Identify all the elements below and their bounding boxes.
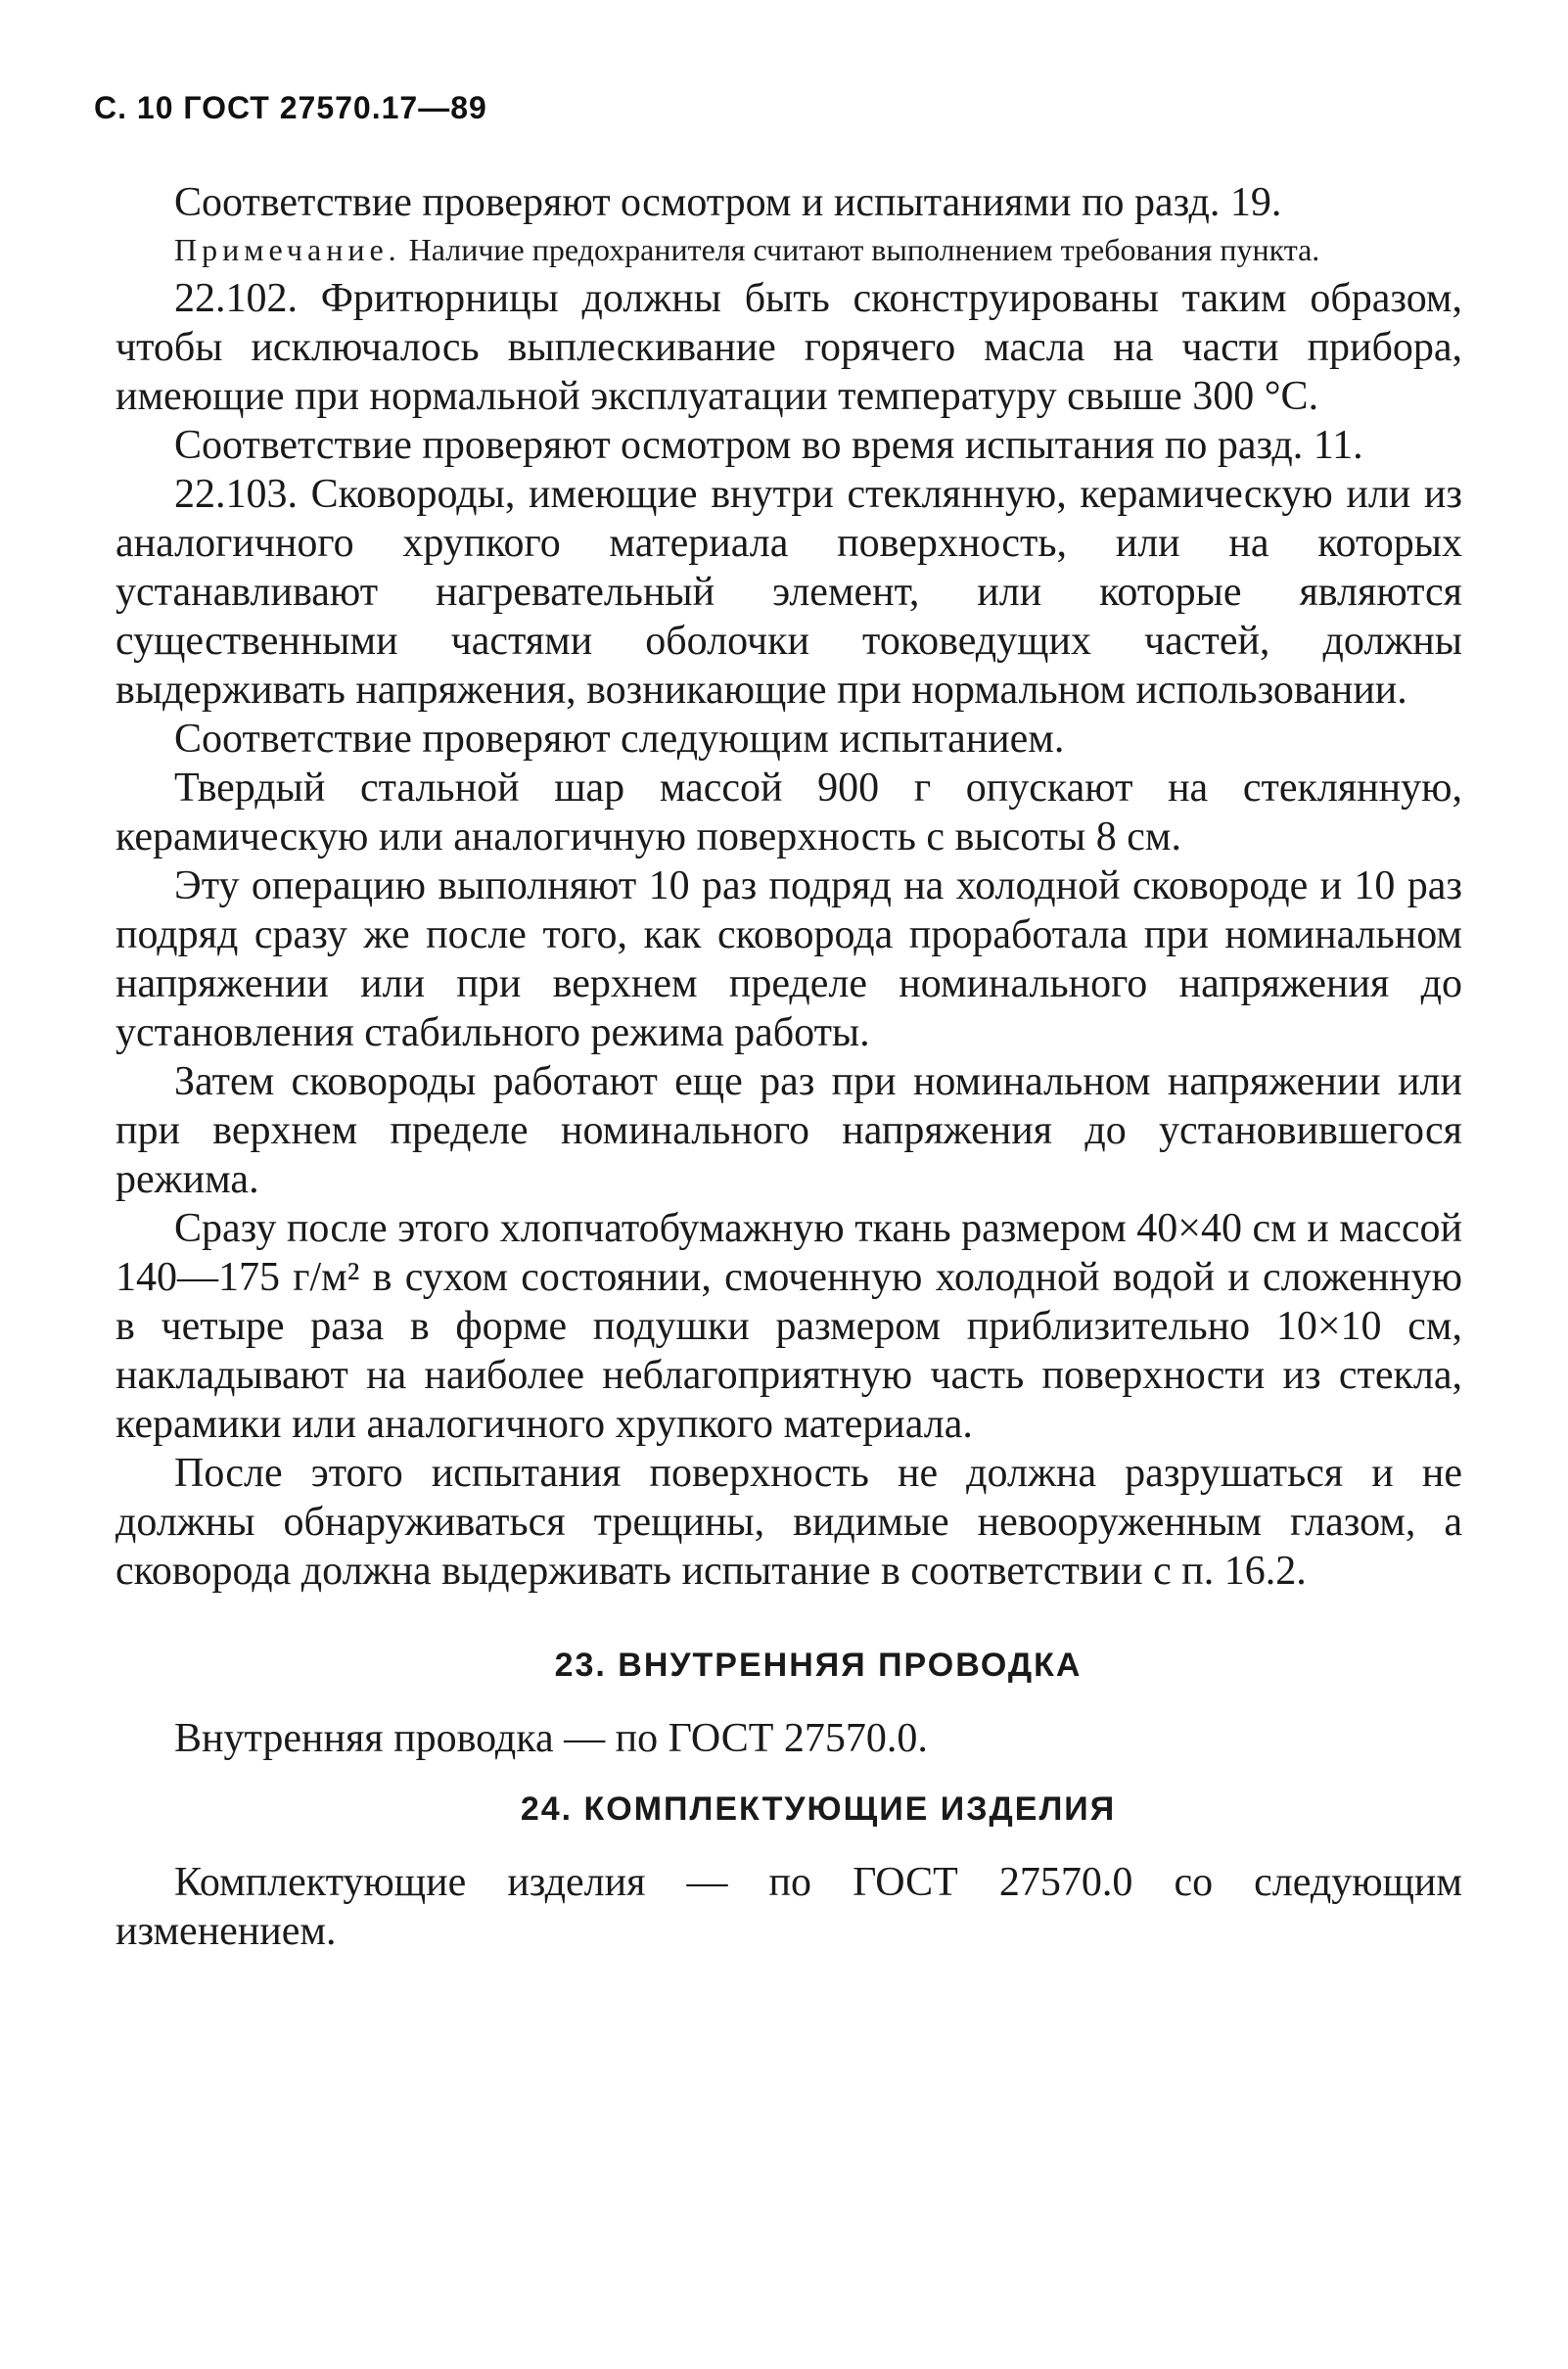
note bbox=[115, 231, 1462, 268]
paragraph-after-test: После этого испытания поверхность не должна разрушаться и не должны обнаруживаться трещины, видимые невооруженным глазом, а сковорода должна выдерживать испытание в соответствии с п. 16.2. bbox=[115, 1451, 1462, 1594]
section-heading-24: 24. КОМПЛЕКТУЮЩИЕ ИЗДЕЛИЯ bbox=[520, 1790, 1117, 1828]
section-heading-23: 23. ВНУТРЕННЯЯ ПРОВОДКА bbox=[554, 1647, 1083, 1684]
document-body bbox=[115, 178, 1462, 1956]
paragraph-test-intro: Соответствие проверяют следующим испытанием. bbox=[174, 717, 1065, 762]
page-header: С. 10 ГОСТ 27570.17—89 bbox=[94, 90, 487, 125]
paragraph-conformity-11: Соответствие проверяют осмотром во время испытания по разд. 11. bbox=[174, 423, 1363, 468]
paragraph-operation-repeat: Эту операцию выполняют 10 раз подряд на холодной сковороде и 10 раз подряд сразу же после того, как сковорода проработала при номинальном напряжении или при верхнем пределе номинального напряжения до установления стабильного режима работы. bbox=[115, 863, 1462, 1055]
note-label: Примечание. bbox=[174, 232, 401, 267]
paragraph-22-103: 22.103. Сковороды, имеющие внутри стеклянную, керамическую или из аналогичного хрупкого материала поверхность, или на которых устанавливают нагревательный элемент, или которые являются существенными частями оболочки токоведущих частей, должны выдерживать напряжения, возникающие при нормальном использовании. bbox=[115, 472, 1462, 713]
paragraph-conformity-19: Соответствие проверяют осмотром и испытаниями по разд. 19. bbox=[174, 180, 1282, 225]
paragraph-internal-wiring: Внутренняя проводка — по ГОСТ 27570.0. bbox=[174, 1716, 928, 1761]
paragraph-components: Комплектующие изделия — по ГОСТ 27570.0 со следующим изменением. bbox=[115, 1860, 1462, 1954]
paragraph-22-102: 22.102. Фритюрницы должны быть сконструированы таким образом, чтобы исключалось выплескивание горячего масла на части прибора, имеющие при нормальной эксплуатации температуру свыше 300 °С. bbox=[115, 276, 1462, 419]
paragraph-then-pans: Затем сковороды работают еще раз при номинальном напряжении или при верхнем пределе номинального напряжения до установившегося режима. bbox=[115, 1059, 1462, 1202]
note-text: Наличие предохранителя считают выполнением требования пункта. bbox=[400, 232, 1320, 267]
paragraph-steel-ball: Твердый стальной шар массой 900 г опускают на стеклянную, керамическую или аналогичную поверхность с высоты 8 см. bbox=[115, 766, 1462, 859]
paragraph-cotton-cloth: Сразу после этого хлопчатобумажную ткань размером 40×40 см и массой 140—175 г/м² в сухом состоянии, смоченную холодной водой и сложенную в четыре раза в форме подушки размером приблизительно 10×10 см, накладывают на наиболее неблагоприятную часть поверхности из стекла, керамики или аналогичного хрупкого материала. bbox=[115, 1206, 1462, 1447]
